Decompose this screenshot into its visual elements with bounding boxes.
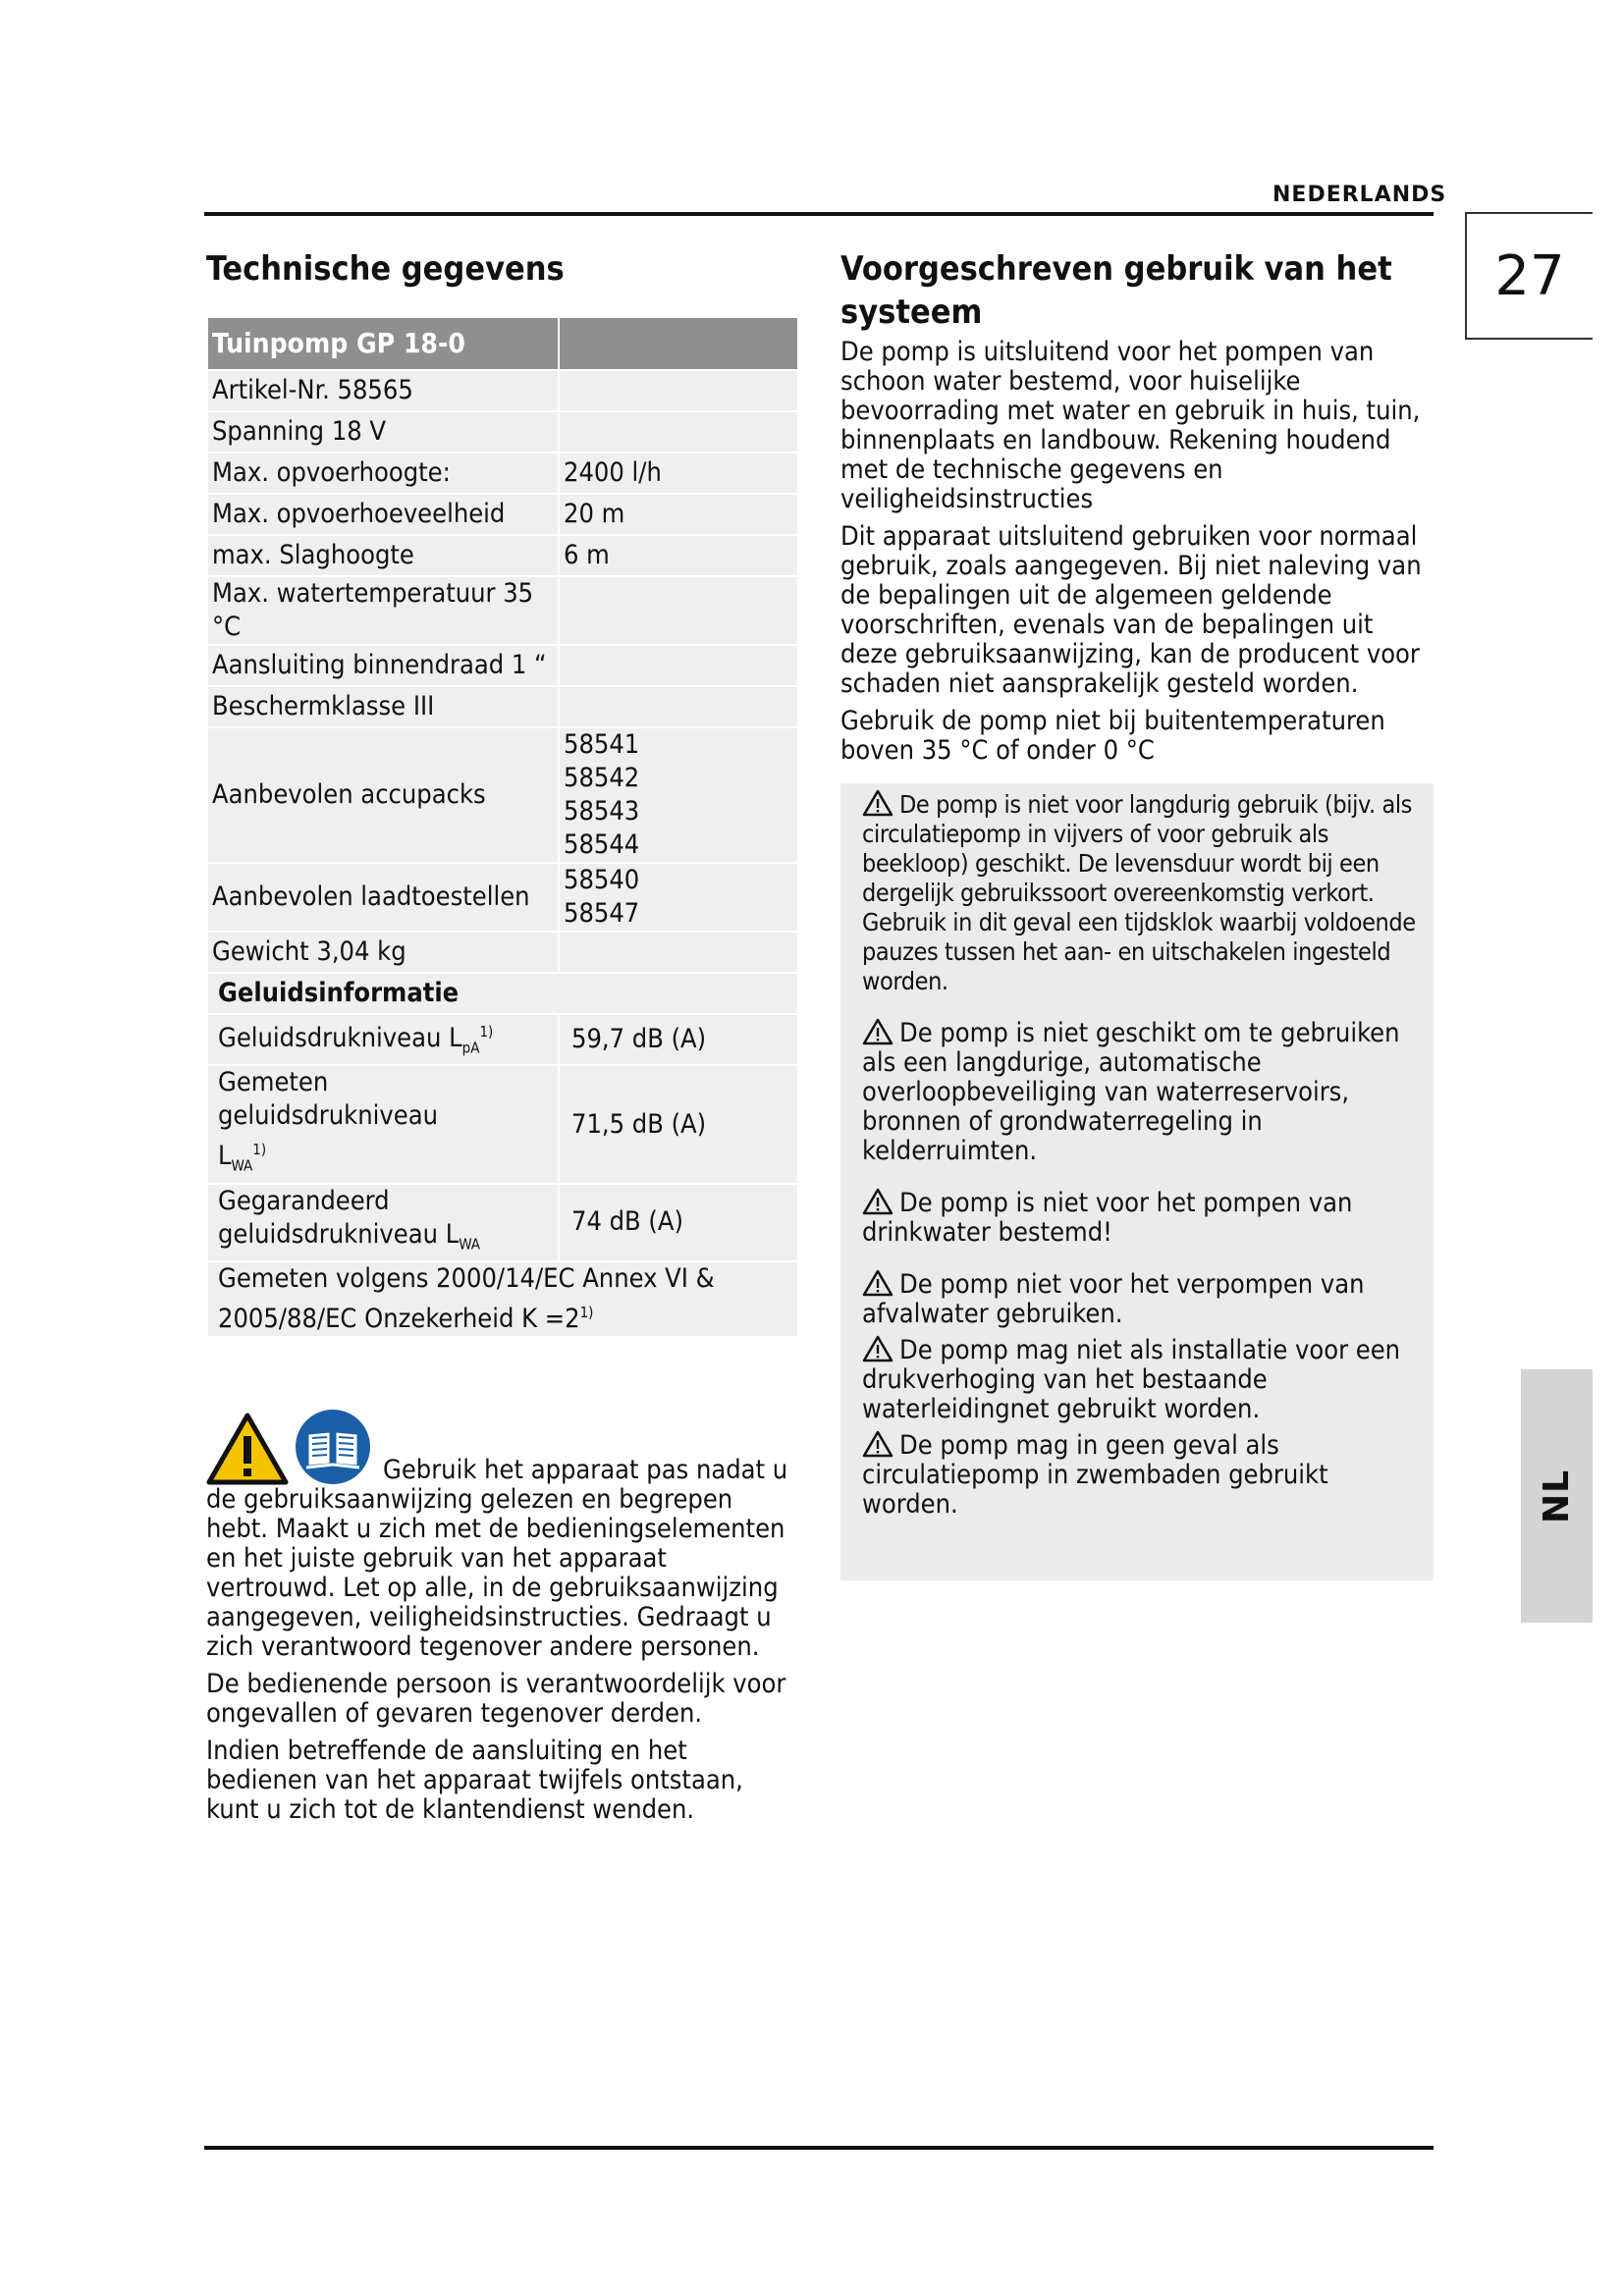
row-value [559,576,798,645]
accupack-item: 58544 [564,829,640,860]
row-value: 2400 l/h [559,453,798,494]
noise-sub: pA [461,1039,480,1057]
noise-section-title: Geluidsinformatie [207,973,798,1014]
noise-sup: 1) [252,1141,267,1159]
table-row [207,645,798,686]
caution-triangle-icon [862,789,893,817]
page-number: 27 [1465,212,1593,340]
row-label: Aansluiting binnendraad 1 “ [207,645,559,686]
caution-note-text: De pomp is niet geschikt om te gebruiken als een langdurige, automatische overloopbeveiliging van waterreservoirs, bronnen of grondwaterregeling in kelderruimten. [862,1018,1400,1166]
noise-sup: 1) [479,1023,494,1041]
charger-item: 58540 [564,865,640,895]
noise-label: Geluidsdrukniveau L [218,1023,462,1053]
intended-use-paragraph: Dit apparaat uitsluitend gebruiken voor normaal gebruik, zoals aangegeven. Bij niet naleving van de bepalingen uit de algemeen geldende voorschriften, evenals van de bepalingen uit deze gebruiksaanwijzing, kan de producent voor schaden niet aansprakelijk gesteld worden. [840,521,1422,699]
row-value [559,370,798,411]
accupack-item: 58543 [564,796,640,827]
table-row [207,932,798,973]
footer-rule [204,2146,1434,2150]
measured-line: Gemeten volgens 2000/14/EC Annex VI & [218,1263,715,1295]
caution-triangle-icon [862,1335,893,1362]
caution-note-text: De pomp niet voor het verpompen van afvalwater gebruiken. [862,1269,1365,1329]
technical-data-title: Technische gegevens [206,249,565,289]
table-header-empty [559,317,798,370]
row-label [207,1065,559,1183]
row-value: 71,5 dB (A) [559,1065,798,1183]
row-value [559,645,798,686]
caution-note [862,789,1416,996]
row-label: Beschermklasse III [207,686,559,727]
caution-note-text: De pomp mag niet als installatie voor een drukverhoging van het bestaande waterleidingnet gebruikt worden. [862,1335,1401,1424]
warning-text: Gebruik het apparaat pas nadat u de gebruiksaanwijzing gelezen en begrepen hebt. Maakt u zich met de bedieningselementen en het juiste gebruik van het apparaat vertrouwd. Let op alle, in de gebruiksaanwijzing aangegeven, veiligheidsinstructies. Gedraagt u zich verantwoord tegenover andere personen. [206,1455,788,1663]
table-row-chargers [207,863,798,932]
safety-warning-block [206,1409,799,1825]
row-value: 59,7 dB (A) [559,1014,798,1065]
row-label: Artikel-Nr. 58565 [207,370,559,411]
noise-sub: WA [231,1156,253,1175]
row-label: Spanning 18 V [207,411,559,453]
caution-note-text: De pomp is niet voor langdurig gebruik (bijv. als circulatiepomp in vijvers of voor gebruik als beekloop) geschikt. De levensduur wordt bij een dergelijk gebruikssoort overeenkomstig verkort. Gebruik in dit geval een tijdsklok waarbij voldoende pauzes tussen het aan- en uitschakelen ingesteld worden. [862,790,1416,995]
accupack-item: 58542 [564,763,640,793]
language-tab [1521,1369,1593,1623]
row-label: Gewicht 3,04 kg [207,932,559,973]
charger-list [559,863,798,932]
table-row-accupacks [207,727,798,863]
table-row [207,1261,798,1337]
table-row [207,411,798,453]
table-row [207,1014,798,1065]
row-value [559,411,798,453]
measured-note [207,1261,798,1337]
noise-label-line: L [218,1141,232,1172]
caution-note [862,1188,1416,1248]
row-label [207,1184,559,1261]
row-value [559,686,798,727]
right-column [840,247,1434,1580]
noise-label-line: geluidsdrukniveau L [218,1218,460,1250]
caution-note [862,1018,1416,1166]
intended-use-text [840,338,1434,766]
caution-triangle-icon [862,1018,893,1045]
language-tab-label: NL [1536,1468,1577,1523]
header-rule [204,212,1434,216]
row-label: Aanbevolen laadtoestellen [207,863,559,932]
warning-icons [206,1409,371,1485]
row-value: 20 m [559,494,798,535]
accupack-item: 58541 [564,729,640,760]
row-value: 6 m [559,535,798,576]
warning-paragraph: De bedienende persoon is verantwoordelijk voor ongevallen of gevaren tegenover derden. [206,1669,786,1730]
intended-use-title: Voorgeschreven gebruik van het systeem [840,249,1392,332]
row-label: Max. opvoerhoeveelheid [207,494,559,535]
table-row [207,535,798,576]
noise-sub: WA [459,1235,480,1254]
warning-triangle-icon [206,1413,289,1485]
table-row-noise-title [207,973,798,1014]
table-row [207,453,798,494]
table-row [207,1184,798,1261]
table-row [207,686,798,727]
read-manual-icon [295,1409,371,1485]
table-row [207,494,798,535]
caution-triangle-icon [862,1269,893,1297]
table-header-row [207,317,798,370]
row-label: max. Slaghoogte [207,535,559,576]
row-label: Aanbevolen accupacks [207,727,559,863]
noise-label-line: Gegarandeerd [218,1185,390,1216]
row-label: Max. opvoerhoogte: [207,453,559,494]
charger-item: 58547 [564,898,640,929]
caution-note [862,1335,1416,1424]
table-row [207,370,798,411]
caution-triangle-icon [862,1188,893,1215]
left-column [206,247,799,1833]
row-value [559,932,798,973]
caution-note [862,1269,1416,1329]
table-row [207,576,798,645]
warning-paragraph [206,1409,799,1662]
row-label: Max. watertemperatuur 35 °C [207,576,559,645]
warning-paragraph: Indien betreffende de aansluiting en het bedienen van het apparaat twijfels ontstaan, kunt u zich tot de klantendienst wenden. [206,1735,743,1826]
caution-triangle-icon [862,1430,893,1458]
table-header-cell: Tuinpomp GP 18-0 [207,317,559,370]
caution-note-text: De pomp mag in geen geval als circulatiepomp in zwembaden gebruikt worden. [862,1430,1328,1520]
header-language: NEDERLANDS [1272,183,1447,207]
noise-label-line: Gemeten geluidsdrukniveau [218,1067,438,1132]
measured-sup: 1) [579,1304,594,1322]
caution-note [862,1430,1416,1520]
intended-use-paragraph: Gebruik de pomp niet bij buitentemperaturen boven 35 °C of onder 0 °C [840,706,1385,766]
intended-use-paragraph: De pomp is uitsluitend voor het pompen van schoon water bestemd, voor huiselijke bevoorrading met water en gebruik in huis, tuin, binnenplaats en landbouw. Rekening houdend met de technische gegevens en veiligheidsinstructies [840,337,1421,514]
table-row [207,1065,798,1183]
accupack-list [559,727,798,863]
caution-note-text: De pomp is niet voor het pompen van drinkwater bestemd! [862,1188,1353,1248]
row-value: 74 dB (A) [559,1184,798,1261]
caution-note-box [840,783,1434,1580]
row-label [207,1014,559,1065]
spec-table [206,316,799,1338]
measured-line: 2005/88/EC Onzekerheid K =2 [218,1304,580,1335]
